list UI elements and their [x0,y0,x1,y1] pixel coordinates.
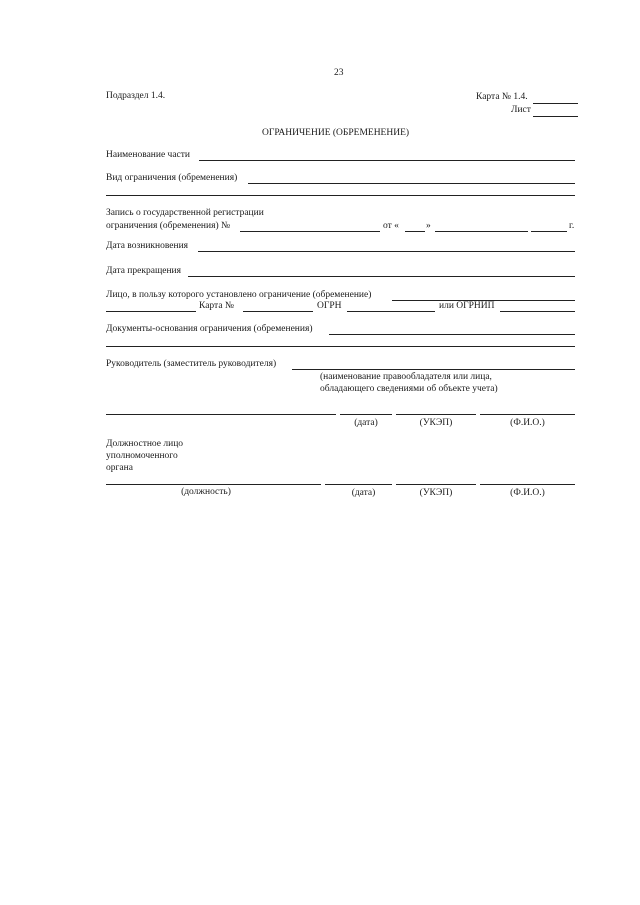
official-ukep-line[interactable] [396,484,476,485]
registration-label-2: ограничения (обременения) № [106,221,231,231]
registration-label-1: Запись о государственной регистрации [106,208,264,218]
part-name-line[interactable] [199,160,575,161]
registration-day-line[interactable] [405,231,425,232]
restriction-type-line[interactable] [248,183,575,184]
head-date-line[interactable] [340,414,392,415]
end-date-line[interactable] [188,276,575,277]
official-position-caption: (должность) [181,487,231,497]
head-note-2: обладающего сведениями об объекте учета) [320,384,498,394]
page-title: ОГРАНИЧЕНИЕ (ОБРЕМЕНЕНИЕ) [262,128,410,138]
card-number-line[interactable] [533,103,578,104]
sheet-label: Лист [511,105,531,115]
registration-year-line[interactable] [531,231,567,232]
official-date-line[interactable] [325,484,392,485]
registration-month-line[interactable] [435,231,528,232]
head-label: Руководитель (заместитель руководителя) [106,359,277,369]
card-label: Карта № 1.4. [476,92,528,102]
registration-year-suffix: г. [569,221,575,231]
part-name-label: Наименование части [106,150,191,160]
end-date-label: Дата прекращения [106,266,182,276]
head-signature-line[interactable] [106,414,336,415]
ogrn-label: ОГРН [317,301,342,311]
subsection-label: Подраздел 1.4. [106,91,166,101]
head-line[interactable] [292,369,575,370]
head-ukep-line[interactable] [396,414,476,415]
head-date-caption: (дата) [354,418,378,428]
ogrnip-label: или ОГРНИП [439,301,495,311]
official-ukep-caption: (УКЭП) [419,488,453,498]
beneficiary-line-2[interactable] [106,311,196,312]
beneficiary-card-line[interactable] [243,311,313,312]
beneficiary-card-label: Карта № [199,301,234,311]
head-fio-caption: (Ф.И.О.) [510,418,545,428]
registration-from-label: от « [383,221,399,231]
documents-line[interactable] [329,334,575,335]
registration-quote-close: » [426,221,431,231]
official-position-line[interactable] [106,484,321,485]
official-fio-caption: (Ф.И.О.) [510,488,545,498]
official-date-caption: (дата) [351,488,376,498]
restriction-type-label: Вид ограничения (обременения) [106,173,238,183]
page-number: 23 [334,68,344,78]
ogrnip-line[interactable] [500,311,575,312]
official-fio-line[interactable] [480,484,575,485]
head-note-1: (наименование правообладателя или лица, [320,372,492,382]
ogrn-line[interactable] [347,311,435,312]
start-date-label: Дата возникновения [106,241,189,251]
official-label-3: органа [106,463,133,473]
official-label-1: Должностное лицо [106,439,184,449]
documents-line-2[interactable] [106,346,575,347]
beneficiary-label: Лицо, в пользу которого установлено ограничение (обременение) [106,290,372,300]
documents-label: Документы-основания ограничения (обременения) [106,324,313,334]
restriction-type-line-2[interactable] [106,195,575,196]
registration-number-line[interactable] [240,231,380,232]
start-date-line[interactable] [198,251,575,252]
head-fio-line[interactable] [480,414,575,415]
sheet-number-line[interactable] [533,116,578,117]
official-label-2: уполномоченного [106,451,178,461]
head-ukep-caption: (УКЭП) [419,418,453,428]
